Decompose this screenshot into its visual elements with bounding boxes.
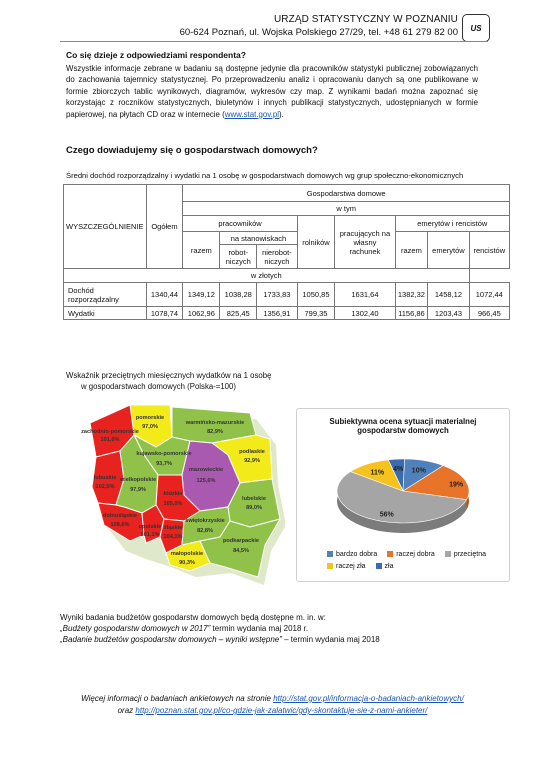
map-caption (66, 370, 271, 392)
legend-swatch (327, 563, 333, 569)
legend-item (376, 563, 394, 570)
region-value: 82,9% (207, 429, 223, 435)
region-label: śląskie (163, 525, 183, 531)
region-value: 108,6% (110, 522, 130, 528)
table-cell: 799,35 (297, 307, 335, 320)
header-of-which: w tym (183, 202, 510, 216)
interviewer-link[interactable]: http://poznan.stat.gov.pl/co-gdzie-jak-zalatwic/gdy-skontaktuje-sie-z-nami-ankieter/ (135, 706, 428, 715)
chart-legend (327, 549, 502, 573)
legend-item (445, 551, 486, 558)
confidentiality-text-end: ). (279, 109, 284, 119)
region-label: lubelskie (242, 496, 266, 502)
more-info (60, 693, 485, 717)
header-manual: robot-niczych (220, 245, 257, 269)
publication-item (60, 634, 380, 645)
publication-title: „Budżety gospodarstw domowych w 2017” (60, 624, 211, 633)
institution-name: URZĄD STATYSTYCZNY W POZNANIU (273, 14, 458, 25)
pie-data-label: 56% (379, 511, 394, 519)
chart-title: Subiektywna ocena sytuacji materialnej gospodarstw domowych (329, 417, 477, 435)
legend-label: zła (384, 563, 394, 570)
region-value: 101,1% (140, 532, 160, 538)
legend-label: bardzo dobra (336, 551, 378, 558)
table-cell: 1340,44 (146, 283, 183, 307)
publications-note (60, 612, 380, 645)
table-cell: 1356,91 (257, 307, 297, 320)
table-cell: 1156,86 (395, 307, 428, 320)
region-value: 89,0% (246, 505, 262, 511)
legend-label: przeciętna (453, 551, 486, 558)
region-value: 101,6% (100, 437, 120, 443)
header-households: Gospodarstwa domowe (183, 185, 510, 202)
table-cell: 1050,85 (297, 283, 335, 307)
region-label: łódzkie (163, 491, 183, 497)
region-value: 93,7% (156, 461, 172, 467)
legend-item (327, 551, 377, 558)
header-divider (60, 41, 488, 42)
poland-voivodeship-map (60, 395, 285, 585)
table-cell: 1302,40 (335, 307, 395, 320)
region-value: 102,5% (95, 484, 115, 490)
row-label: Dochód rozporządzalny (64, 283, 147, 307)
income-expenditure-table (63, 184, 510, 320)
section-title: Czego dowiadujemy się o gospodarstwach domowych? (66, 145, 318, 156)
header-non-manual: nierobot-niczych (257, 245, 297, 269)
region-value: 97,0% (142, 424, 158, 430)
confidentiality-text: Wszystkie informacje zebrane w badaniu są dostępne jedynie dla pracowników statystyki publicznej zobowiązanych do zachowania tajemnicy statystycznej. Po przeprowadzeniu analiz i opracowaniu danych są one publikowane w formie zbiorczych tablic wynikowych, diagramów, wykresów czy map. Z wynikami badań można zapoznać się korzystając z roczników statystycznych, biuletynów i innych publikacji statystycznych, udostępnianych w formie papierowej, na płytach CD oraz w internecie ( (66, 64, 478, 119)
region-value: 105,0% (163, 501, 183, 507)
table-cell: 1733,83 (257, 283, 297, 307)
us-logo (462, 14, 490, 42)
region-label: zachodnio-pomorskie (81, 429, 139, 435)
legend-swatch (387, 551, 393, 557)
publication-title: „Badanie budżetów gospodarstw domowych – wyniki wstępne” (60, 635, 282, 644)
legend-swatch (327, 551, 333, 557)
region-label: małopolskie (170, 551, 204, 557)
legend-swatch (445, 551, 451, 557)
confidentiality-paragraph (66, 63, 478, 120)
pie-chart-panel (296, 408, 510, 582)
region-label: pomorskie (135, 415, 165, 421)
pie-data-label: 4% (393, 466, 404, 474)
pie-data-label: 19% (449, 481, 464, 489)
region-label: opolskie (138, 524, 162, 530)
surveys-link[interactable]: http://stat.gov.pl/informacja-o-badaniach-ankietowych/ (273, 694, 464, 703)
table-cell: 1062,96 (183, 307, 220, 320)
row-label: Wydatki (64, 307, 147, 320)
more-info-text: Więcej informacji o badaniach ankietowych na stronie (81, 694, 274, 703)
region-label: mazowieckie (188, 467, 224, 473)
header-total: Ogółem (146, 185, 183, 269)
publication-date: – termin wydania maj 2018 (281, 635, 380, 644)
map-caption-line1: Wskaźnik przeciętnych miesięcznych wydatków na 1 osobę (66, 371, 272, 380)
header-farmers: rolników (297, 216, 335, 269)
header-positions: na stanowiskach (220, 232, 297, 245)
legend-swatch (376, 563, 382, 569)
table-row (64, 283, 510, 307)
legend-item (327, 563, 366, 570)
region-value: 92,9% (244, 458, 260, 464)
region-value: 84,5% (233, 548, 249, 554)
region-value: 104,1% (163, 534, 183, 540)
header-disability: rencistów (469, 232, 509, 269)
table-row (64, 307, 510, 320)
publication-item (60, 623, 380, 634)
table-caption: Średni dochód rozporządzalny i wydatki na 1 osobę w gospodarstwach domowych wg grup społeczno-ekonomicznych (66, 171, 464, 180)
region-value: 125,6% (196, 478, 216, 484)
table-cell: 825,45 (220, 307, 257, 320)
region-label: podkarpackie (222, 538, 260, 544)
legend-label: raczej zła (336, 563, 366, 570)
stat-gov-link[interactable]: www.stat.gov.pl (224, 109, 279, 119)
table-cell: 1458,12 (428, 283, 469, 307)
table-cell: 1382,32 (395, 283, 428, 307)
region-label: podlaskie (239, 449, 265, 455)
header-pensioners: emerytów (428, 232, 469, 269)
header-unit: w złotych (64, 269, 470, 283)
pie-data-label: 11% (370, 469, 385, 477)
legend-label: raczej dobra (396, 551, 435, 558)
header-emp-total: razem (183, 232, 220, 269)
header-retirees: emerytów i rencistów (395, 216, 509, 232)
region-label: dolnośląskie (103, 513, 137, 519)
region-value: 82,8% (197, 528, 213, 534)
header-self-employed: pracujących na własny rachunek (335, 216, 395, 269)
header-ret-total: razem (395, 232, 428, 269)
more-info-line2 (60, 705, 485, 717)
institution-address: 60-624 Poznań, ul. Wojska Polskiego 27/29, tel. +48 61 279 82 00 (179, 27, 458, 38)
confidentiality-heading: Co się dzieje z odpowiedziami respondenta? (66, 50, 246, 60)
region-value: 97,9% (130, 487, 146, 493)
more-info-text: oraz (117, 706, 136, 715)
legend-item (387, 551, 435, 558)
pie-data-label: 10% (411, 467, 426, 475)
region-value: 90,3% (179, 560, 195, 566)
region-label: kujawsko-pomorskie (136, 451, 192, 457)
map-caption-line2: w gospodarstwach domowych (Polska-=100) (81, 382, 236, 391)
table-cell: 1072,44 (469, 283, 509, 307)
logo-text: US (470, 23, 482, 33)
publication-date: termin wydania maj 2018 r. (210, 624, 309, 633)
more-info-line1 (60, 693, 485, 705)
table-cell: 1349,12 (183, 283, 220, 307)
table-cell: 1038,28 (220, 283, 257, 307)
header-spec: WYSZCZEGÓLNIENIE (64, 185, 147, 269)
region-label: warmińsko-mazurskie (185, 420, 245, 426)
publications-intro: Wyniki badania budżetów gospodarstw domowych będą dostępne m. in. w: (60, 613, 326, 622)
region-label: świętokrzyskie (185, 518, 225, 524)
table-cell: 1078,74 (146, 307, 183, 320)
table-cell: 1203,43 (428, 307, 469, 320)
table-cell: 1631,64 (335, 283, 395, 307)
region-label: wielkopolskie (119, 477, 157, 483)
header-employees: pracowników (183, 216, 297, 232)
table-cell: 966,45 (469, 307, 509, 320)
region-label: lubuskie (93, 475, 117, 481)
